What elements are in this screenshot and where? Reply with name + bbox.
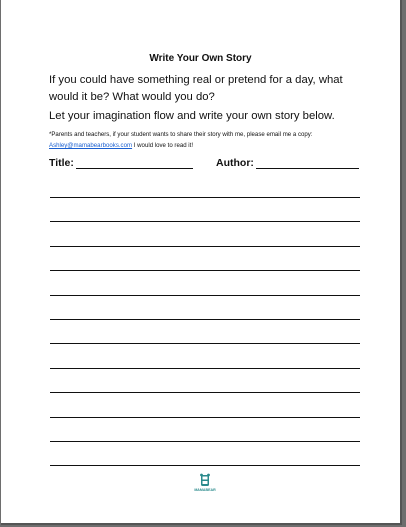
title-label: Title: bbox=[49, 157, 74, 169]
writing-line[interactable] bbox=[50, 441, 360, 442]
writing-line[interactable] bbox=[50, 343, 360, 344]
writing-line[interactable] bbox=[50, 270, 360, 271]
writing-line[interactable] bbox=[50, 197, 360, 198]
writing-line[interactable] bbox=[50, 246, 360, 247]
writing-line[interactable] bbox=[50, 221, 360, 222]
author-line[interactable] bbox=[256, 168, 359, 169]
writing-line[interactable] bbox=[50, 417, 360, 418]
title-line[interactable] bbox=[76, 168, 193, 169]
worksheet-page bbox=[1, 0, 402, 525]
author-label: Author: bbox=[216, 157, 254, 169]
bear-logo-icon bbox=[189, 473, 221, 489]
share-note-text: *Parents and teachers, if your student wants to share their story with me, please email me a copy: bbox=[49, 131, 313, 138]
mamabear-logo bbox=[189, 473, 221, 497]
writing-line[interactable] bbox=[50, 295, 360, 296]
email-link[interactable]: Ashley@mamabearbooks.com bbox=[49, 142, 133, 149]
story-prompt: If you could have something real or pretend for a day, what would it be? What would you do? bbox=[49, 74, 343, 103]
writing-line[interactable] bbox=[50, 465, 360, 466]
share-note bbox=[49, 129, 369, 151]
writing-line[interactable] bbox=[50, 319, 360, 320]
writing-line[interactable] bbox=[50, 368, 360, 369]
logo-wordmark: MAMABEAR bbox=[194, 488, 216, 492]
share-note-closing: I would love to read it! bbox=[132, 142, 194, 149]
instruction-text: Let your imagination flow and write your own story below. bbox=[49, 110, 335, 122]
writing-line[interactable] bbox=[50, 392, 360, 393]
worksheet-title: Write Your Own Story bbox=[149, 53, 252, 64]
